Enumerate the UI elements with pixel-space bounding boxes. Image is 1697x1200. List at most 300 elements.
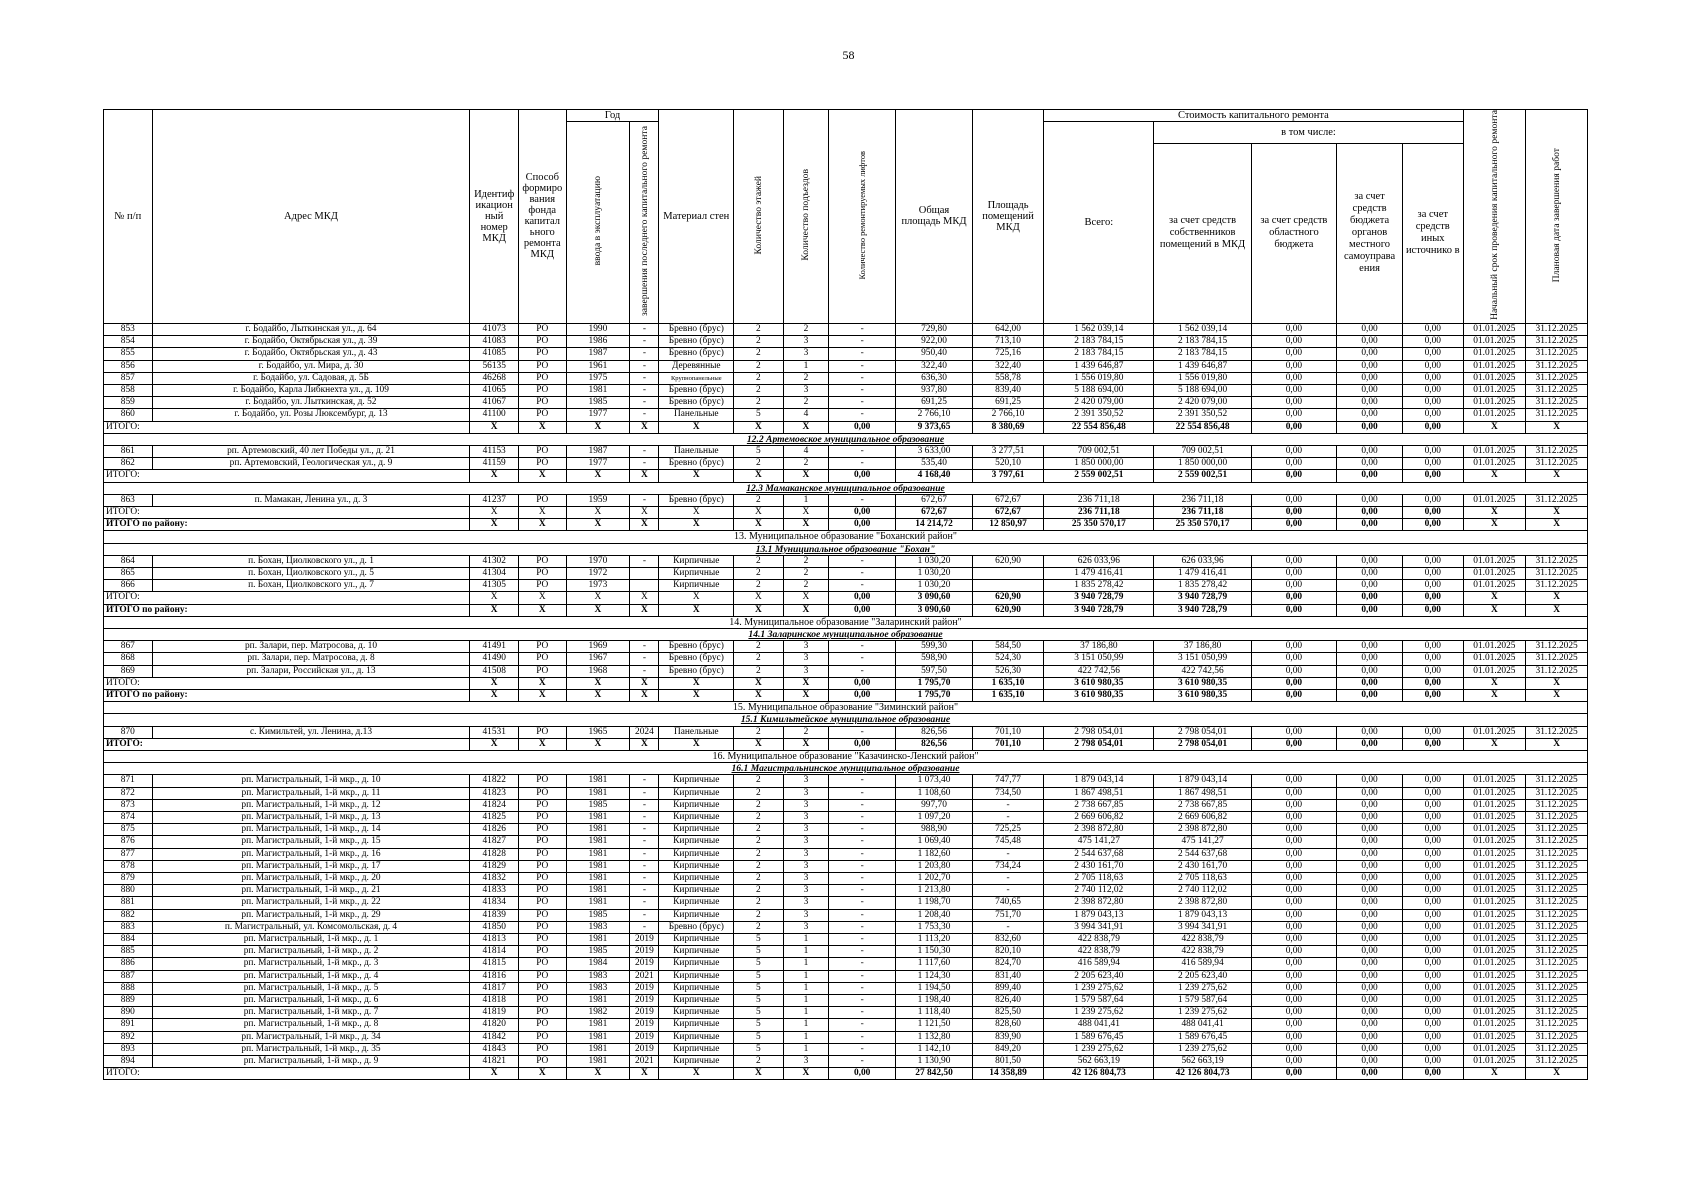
table-cell: 839,40 xyxy=(972,384,1043,396)
table-cell: 626 033,96 xyxy=(1044,555,1154,567)
table-cell: 2 183 784,15 xyxy=(1044,336,1154,348)
table-cell: Кирпичные xyxy=(659,567,734,579)
table-cell: РО xyxy=(519,934,567,946)
table-cell: 0,00 xyxy=(1337,824,1403,836)
total-cell: 0,00 xyxy=(1251,689,1336,701)
total-cell: 0,00 xyxy=(1403,421,1464,433)
table-cell: 1981 xyxy=(566,775,630,787)
table-cell: 874 xyxy=(104,812,153,824)
total-cell: X xyxy=(470,604,519,616)
table-cell: 01.01.2025 xyxy=(1463,934,1526,946)
address-cell: г. Бодайбо, ул. Розы Люксембург, д. 13 xyxy=(152,409,470,421)
table-cell: 2 xyxy=(734,458,784,470)
table-cell: РО xyxy=(519,445,567,457)
table-cell: - xyxy=(829,1007,896,1019)
total-cell: 620,90 xyxy=(972,592,1043,604)
address-cell: г. Бодайбо, ул. Мира, д. 30 xyxy=(152,360,470,372)
table-cell: 3 151 050,99 xyxy=(1154,653,1251,665)
table-cell: РО xyxy=(519,848,567,860)
table-cell: РО xyxy=(519,458,567,470)
table-cell: РО xyxy=(519,958,567,970)
table-cell: 31.12.2025 xyxy=(1526,775,1588,787)
table-cell: 1 069,40 xyxy=(896,836,973,848)
table-cell: 0,00 xyxy=(1337,885,1403,897)
total-cell: 0,00 xyxy=(1337,604,1403,616)
table-cell: 31.12.2025 xyxy=(1526,445,1588,457)
total-cell: X xyxy=(519,677,567,689)
total-cell: 3 610 980,35 xyxy=(1044,677,1154,689)
subsection-heading: 12.2 Артемовское муниципальное образование xyxy=(104,433,1588,445)
total-cell: 2 559 002,51 xyxy=(1154,470,1251,482)
table-cell: 725,16 xyxy=(972,348,1043,360)
table-cell: 01.01.2025 xyxy=(1463,873,1526,885)
table-cell: 01.01.2025 xyxy=(1463,458,1526,470)
table-cell: 1987 xyxy=(566,445,630,457)
table-cell: - xyxy=(829,982,896,994)
table-cell: 3 xyxy=(783,336,828,348)
header-total-area: Общая площадь МКД xyxy=(896,110,973,324)
table-cell: 2 xyxy=(734,555,784,567)
table-cell: 0,00 xyxy=(1251,567,1336,579)
table-cell: Бревно (брус) xyxy=(659,336,734,348)
total-cell: X xyxy=(1526,1068,1588,1080)
table-cell: 31.12.2025 xyxy=(1526,946,1588,958)
table-cell: 5 xyxy=(734,1031,784,1043)
table-cell: 1981 xyxy=(566,384,630,396)
table-cell: 1 182,60 xyxy=(896,848,973,860)
total-cell: X xyxy=(519,1068,567,1080)
table-cell: 31.12.2025 xyxy=(1526,799,1588,811)
total-cell: X xyxy=(734,421,784,433)
table-cell: 0,00 xyxy=(1251,946,1336,958)
table-cell: 636,30 xyxy=(896,372,973,384)
table-cell: 1 108,60 xyxy=(896,787,973,799)
table-cell: 2 183 784,15 xyxy=(1154,336,1251,348)
table-cell: - xyxy=(630,348,659,360)
table-cell: 322,40 xyxy=(972,360,1043,372)
table-cell: 1 203,80 xyxy=(896,860,973,872)
table-cell: 41490 xyxy=(470,653,519,665)
total-cell: X xyxy=(734,738,784,750)
total-cell: 0,00 xyxy=(829,604,896,616)
table-cell: 41827 xyxy=(470,836,519,848)
table-cell: 0,00 xyxy=(1337,348,1403,360)
table-cell: Кирпичные xyxy=(659,1007,734,1019)
table-cell: Кирпичные xyxy=(659,1043,734,1055)
table-cell: 31.12.2025 xyxy=(1526,580,1588,592)
total-cell: 12 850,97 xyxy=(972,519,1043,531)
table-cell: 0,00 xyxy=(1251,836,1336,848)
subsection-heading: 13.1 Муниципальное образование "Бохан" xyxy=(104,543,1588,555)
table-cell: 1 198,40 xyxy=(896,995,973,1007)
table-cell: 31.12.2025 xyxy=(1526,384,1588,396)
total-cell: 2 798 054,01 xyxy=(1044,738,1154,750)
total-cell: X xyxy=(734,506,784,518)
table-cell: 2 xyxy=(734,799,784,811)
total-cell: 27 842,50 xyxy=(896,1068,973,1080)
table-cell: - xyxy=(630,409,659,421)
table-cell: 885 xyxy=(104,946,153,958)
table-cell: 0,00 xyxy=(1403,372,1464,384)
table-cell: 01.01.2025 xyxy=(1463,1043,1526,1055)
total-cell: X xyxy=(1526,519,1588,531)
table-cell: 31.12.2025 xyxy=(1526,665,1588,677)
table-cell: 1981 xyxy=(566,897,630,909)
table-cell: 31.12.2025 xyxy=(1526,934,1588,946)
table-cell: 3 994 341,91 xyxy=(1154,921,1251,933)
table-cell: 5 xyxy=(734,995,784,1007)
table-cell: - xyxy=(829,995,896,1007)
table-cell: 0,00 xyxy=(1337,494,1403,506)
table-cell: 0,00 xyxy=(1403,812,1464,824)
table-cell: 0,00 xyxy=(1337,384,1403,396)
total-cell: X xyxy=(734,604,784,616)
table-cell: 734,24 xyxy=(972,860,1043,872)
table-cell: 5 xyxy=(734,946,784,958)
table-cell: 1 030,20 xyxy=(896,580,973,592)
table-row xyxy=(104,555,1588,567)
total-cell: X xyxy=(1463,470,1526,482)
table-cell: 0,00 xyxy=(1251,726,1336,738)
total-cell: X xyxy=(783,738,828,750)
table-cell: 01.01.2025 xyxy=(1463,909,1526,921)
table-cell: 2 xyxy=(734,665,784,677)
table-cell: 0,00 xyxy=(1251,494,1336,506)
subsection-heading-row xyxy=(104,714,1588,726)
address-cell: рп. Залари, пер. Матросова, д. 8 xyxy=(152,653,470,665)
total-cell: 0,00 xyxy=(1403,506,1464,518)
table-cell: 2019 xyxy=(630,1043,659,1055)
table-cell: 31.12.2025 xyxy=(1526,323,1588,335)
table-cell: 41508 xyxy=(470,665,519,677)
table-cell: 2 420 079,00 xyxy=(1154,397,1251,409)
table-cell: 3 xyxy=(783,921,828,933)
table-cell: 1 835 278,42 xyxy=(1044,580,1154,592)
address-cell: п. Бохан, Циолковского ул., д. 5 xyxy=(152,567,470,579)
table-cell: 0,00 xyxy=(1251,372,1336,384)
table-cell: - xyxy=(829,970,896,982)
table-cell: 2 669 606,82 xyxy=(1154,812,1251,824)
table-cell: 1 479 416,41 xyxy=(1154,567,1251,579)
header-num: № п/п xyxy=(104,110,153,324)
table-cell: 31.12.2025 xyxy=(1526,336,1588,348)
table-cell: 1969 xyxy=(566,641,630,653)
table-cell: 01.01.2025 xyxy=(1463,409,1526,421)
table-cell: 01.01.2025 xyxy=(1463,1019,1526,1031)
table-cell: 0,00 xyxy=(1403,1056,1464,1068)
table-cell: 526,30 xyxy=(972,665,1043,677)
table-cell: 3 277,51 xyxy=(972,445,1043,457)
table-row xyxy=(104,860,1588,872)
table-cell: 801,50 xyxy=(972,1056,1043,1068)
table-cell: 01.01.2025 xyxy=(1463,970,1526,982)
table-row xyxy=(104,787,1588,799)
total-cell: X xyxy=(1463,1068,1526,1080)
total-cell: X xyxy=(734,592,784,604)
table-cell: 0,00 xyxy=(1403,946,1464,958)
address-cell: рп. Магистральный, 1-й мкр., д. 6 xyxy=(152,995,470,1007)
table-cell: 0,00 xyxy=(1337,812,1403,824)
table-cell: 740,65 xyxy=(972,897,1043,909)
table-cell: 3 xyxy=(783,824,828,836)
table-cell: 0,00 xyxy=(1251,995,1336,1007)
table-cell: 709 002,51 xyxy=(1044,445,1154,457)
table-cell: 562 663,19 xyxy=(1044,1056,1154,1068)
table-cell: 1 879 043,14 xyxy=(1154,775,1251,787)
total-cell: 826,56 xyxy=(896,738,973,750)
table-cell: - xyxy=(829,946,896,958)
table-row xyxy=(104,409,1588,421)
table-cell: 01.01.2025 xyxy=(1463,726,1526,738)
table-cell: Деревянные xyxy=(659,360,734,372)
table-cell: 2 xyxy=(734,336,784,348)
table-cell: 889 xyxy=(104,995,153,1007)
total-cell: X xyxy=(630,689,659,701)
address-cell: г. Бодайбо, Лыткинская ул., д. 64 xyxy=(152,323,470,335)
table-cell: 01.01.2025 xyxy=(1463,958,1526,970)
total-cell: X xyxy=(566,1068,630,1080)
table-cell: 1 867 498,51 xyxy=(1044,787,1154,799)
table-cell: 0,00 xyxy=(1403,580,1464,592)
table-cell: - xyxy=(630,799,659,811)
table-cell: 2 xyxy=(734,775,784,787)
table-cell: 2 740 112,02 xyxy=(1154,885,1251,897)
table-cell: 01.01.2025 xyxy=(1463,775,1526,787)
table-cell: 893 xyxy=(104,1043,153,1055)
total-cell: X xyxy=(630,506,659,518)
header-year: Год xyxy=(566,110,659,122)
table-cell: 0,00 xyxy=(1403,775,1464,787)
table-cell: 41824 xyxy=(470,799,519,811)
address-cell: рп. Магистральный, 1-й мкр., д. 21 xyxy=(152,885,470,897)
header-year-commissioning: ввода в эксплуатацию xyxy=(566,122,630,324)
table-cell: 41843 xyxy=(470,1043,519,1055)
table-cell: 562 663,19 xyxy=(1154,1056,1251,1068)
total-cell: 42 126 804,73 xyxy=(1154,1068,1251,1080)
table-cell: РО xyxy=(519,397,567,409)
total-cell: X xyxy=(659,592,734,604)
table-cell: 5 xyxy=(734,958,784,970)
table-cell: 1983 xyxy=(566,970,630,982)
table-cell: - xyxy=(972,848,1043,860)
table-cell: 0,00 xyxy=(1403,909,1464,921)
table-cell: 1981 xyxy=(566,824,630,836)
section-heading: 15. Муниципальное образование "Зиминский район" xyxy=(104,702,1588,714)
total-cell: X xyxy=(566,592,630,604)
total-cell: 1 635,10 xyxy=(972,689,1043,701)
table-cell: - xyxy=(972,885,1043,897)
table-cell: - xyxy=(829,397,896,409)
table-cell: 1 579 587,64 xyxy=(1154,995,1251,1007)
total-cell: X xyxy=(1463,677,1526,689)
table-cell: РО xyxy=(519,885,567,897)
table-cell: 0,00 xyxy=(1251,1043,1336,1055)
address-cell: рп. Магистральный, 1-й мкр., д. 14 xyxy=(152,824,470,836)
table-row xyxy=(104,934,1588,946)
table-cell: 31.12.2025 xyxy=(1526,653,1588,665)
table-cell: - xyxy=(829,653,896,665)
table-cell: РО xyxy=(519,726,567,738)
table-cell: 31.12.2025 xyxy=(1526,860,1588,872)
table-cell: 734,50 xyxy=(972,787,1043,799)
total-cell: 25 350 570,17 xyxy=(1154,519,1251,531)
total-cell: X xyxy=(1463,421,1526,433)
table-row xyxy=(104,812,1588,824)
table-cell: - xyxy=(630,921,659,933)
table-cell: 0,00 xyxy=(1251,360,1336,372)
table-cell: - xyxy=(829,860,896,872)
table-row xyxy=(104,580,1588,592)
table-cell: 0,00 xyxy=(1251,1019,1336,1031)
total-row xyxy=(104,506,1588,518)
table-cell: 3 xyxy=(783,799,828,811)
table-cell: РО xyxy=(519,409,567,421)
address-cell: рп. Магистральный, 1-й мкр., д. 4 xyxy=(152,970,470,982)
table-cell: 1 753,30 xyxy=(896,921,973,933)
table-cell: 2 740 112,02 xyxy=(1044,885,1154,897)
table-cell: 0,00 xyxy=(1403,873,1464,885)
table-cell: 2019 xyxy=(630,982,659,994)
total-row xyxy=(104,519,1588,531)
total-cell: X xyxy=(470,738,519,750)
table-cell: 2021 xyxy=(630,970,659,982)
total-cell: X xyxy=(1526,421,1588,433)
table-cell: 0,00 xyxy=(1251,384,1336,396)
address-cell: рп. Магистральный, 1-й мкр., д. 1 xyxy=(152,934,470,946)
table-cell: 826,56 xyxy=(896,726,973,738)
table-cell: 01.01.2025 xyxy=(1463,336,1526,348)
total-cell: 22 554 856,48 xyxy=(1044,421,1154,433)
table-cell: 01.01.2025 xyxy=(1463,921,1526,933)
header-end-date: Плановая дата завершения работ xyxy=(1526,110,1588,324)
table-cell: 1 194,50 xyxy=(896,982,973,994)
table-cell: 01.01.2025 xyxy=(1463,836,1526,848)
table-cell: 2 398 872,80 xyxy=(1044,824,1154,836)
table-cell: - xyxy=(829,958,896,970)
header-lifts: Количество ремонтируемых лифтов xyxy=(829,110,896,324)
table-cell: РО xyxy=(519,641,567,653)
table-cell: 2 xyxy=(734,384,784,396)
table-cell: - xyxy=(829,445,896,457)
header-id: Идентиф икацион ный номер МКД xyxy=(470,110,519,324)
table-cell: 31.12.2025 xyxy=(1526,555,1588,567)
table-cell: 867 xyxy=(104,641,153,653)
table-body xyxy=(104,323,1588,1080)
table-cell: 832,60 xyxy=(972,934,1043,946)
table-cell: 0,00 xyxy=(1251,824,1336,836)
table-cell: 0,00 xyxy=(1403,494,1464,506)
table-cell: 5 xyxy=(734,445,784,457)
table-cell: 1981 xyxy=(566,1031,630,1043)
table-row xyxy=(104,824,1588,836)
total-cell: 236 711,18 xyxy=(1044,506,1154,518)
table-cell: 41237 xyxy=(470,494,519,506)
table-cell: 1981 xyxy=(566,934,630,946)
total-cell: 0,00 xyxy=(1403,1068,1464,1080)
table-cell: 3 xyxy=(783,641,828,653)
total-cell: 0,00 xyxy=(1337,421,1403,433)
table-cell: - xyxy=(829,580,896,592)
table-cell: - xyxy=(630,494,659,506)
table-cell: - xyxy=(829,726,896,738)
total-cell: 0,00 xyxy=(1337,689,1403,701)
total-cell: 0,00 xyxy=(1251,592,1336,604)
total-row xyxy=(104,604,1588,616)
table-cell: - xyxy=(630,458,659,470)
table-cell: 0,00 xyxy=(1251,787,1336,799)
table-cell: 1 239 275,62 xyxy=(1154,1007,1251,1019)
table-cell: 0,00 xyxy=(1251,885,1336,897)
total-cell: X xyxy=(630,519,659,531)
table-row xyxy=(104,397,1588,409)
total-cell: 0,00 xyxy=(1251,506,1336,518)
table-cell: РО xyxy=(519,995,567,1007)
table-cell: 2 705 118,63 xyxy=(1044,873,1154,885)
table-cell: Кирпичные xyxy=(659,1056,734,1068)
address-cell: рп. Магистральный, 1-й мкр., д. 15 xyxy=(152,836,470,848)
table-cell: 713,10 xyxy=(972,336,1043,348)
table-cell: 0,00 xyxy=(1337,848,1403,860)
table-cell: 1985 xyxy=(566,909,630,921)
table-cell: 31.12.2025 xyxy=(1526,348,1588,360)
total-cell: X xyxy=(734,470,784,482)
table-cell: 41829 xyxy=(470,860,519,872)
total-cell: 3 940 728,79 xyxy=(1044,604,1154,616)
header-including: в том числе: xyxy=(1154,122,1463,144)
table-cell: 41850 xyxy=(470,921,519,933)
table-cell: 0,00 xyxy=(1251,336,1336,348)
table-row xyxy=(104,909,1588,921)
table-cell: 01.01.2025 xyxy=(1463,641,1526,653)
total-cell: 0,00 xyxy=(829,470,896,482)
total-cell: X xyxy=(519,592,567,604)
total-cell: X xyxy=(630,738,659,750)
table-cell: 0,00 xyxy=(1251,909,1336,921)
table-cell: 1 879 043,14 xyxy=(1044,775,1154,787)
table-cell: 2 xyxy=(734,494,784,506)
table-row xyxy=(104,921,1588,933)
table-cell: Бревно (брус) xyxy=(659,494,734,506)
section-heading-row xyxy=(104,531,1588,543)
table-cell: 2 xyxy=(734,812,784,824)
table-cell: 0,00 xyxy=(1337,970,1403,982)
table-cell: 475 141,27 xyxy=(1044,836,1154,848)
table-cell: 422 742,56 xyxy=(1154,665,1251,677)
table-cell: 01.01.2025 xyxy=(1463,397,1526,409)
table-cell: 1977 xyxy=(566,409,630,421)
table-cell: 31.12.2025 xyxy=(1526,567,1588,579)
address-cell: г. Бодайбо, Октябрьская ул., д. 39 xyxy=(152,336,470,348)
table-cell: 1 589 676,45 xyxy=(1154,1031,1251,1043)
address-cell: г. Бодайбо, ул. Садовая, д. 5Б xyxy=(152,372,470,384)
table-cell: 1 239 275,62 xyxy=(1044,1007,1154,1019)
table-cell: Кирпичные xyxy=(659,970,734,982)
table-cell: 31.12.2025 xyxy=(1526,372,1588,384)
table-cell: 1 xyxy=(783,995,828,1007)
table-row xyxy=(104,726,1588,738)
table-cell: 2 544 637,68 xyxy=(1154,848,1251,860)
total-cell: X xyxy=(519,470,567,482)
table-cell: 2 398 872,80 xyxy=(1154,824,1251,836)
table-cell: 56135 xyxy=(470,360,519,372)
table-cell: 0,00 xyxy=(1251,799,1336,811)
table-cell: 0,00 xyxy=(1251,873,1336,885)
table-cell: - xyxy=(630,848,659,860)
table-cell: 4 xyxy=(783,445,828,457)
table-cell: 558,78 xyxy=(972,372,1043,384)
table-cell: 877 xyxy=(104,848,153,860)
total-cell: X xyxy=(519,519,567,531)
